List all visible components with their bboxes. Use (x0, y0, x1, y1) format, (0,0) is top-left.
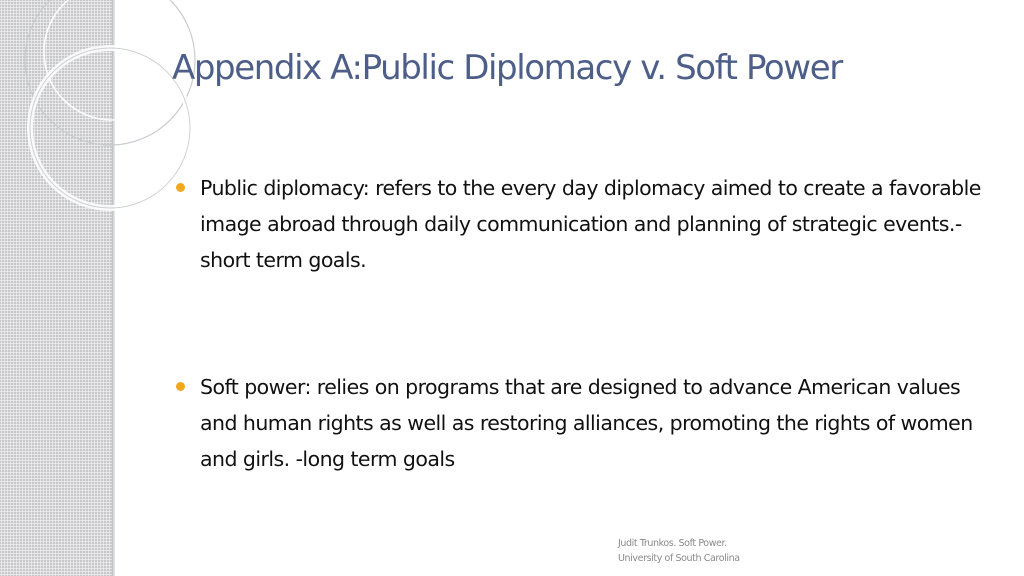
bullet-item-public-diplomacy (174, 170, 994, 278)
bullet-text: Soft power: relies on programs that are designed to advance American values and human rights as well as restoring alliances, promoting the rights of women and girls. -long term goals (200, 375, 973, 471)
footer-line-author: Judit Trunkos. Soft Power. (618, 538, 727, 549)
bullet-dot-icon (176, 183, 185, 192)
bullet-text: Public diplomacy: refers to the every day diplomacy aimed to create a favorable image abroad through daily communication and planning of strategic events.-short term goals. (200, 176, 981, 272)
decorative-rings-icon (0, 0, 200, 220)
bullet-item-soft-power (174, 369, 994, 477)
footer-line-institution: University of South Carolina (618, 553, 740, 564)
footer-citation (618, 536, 740, 566)
slide-title: Appendix A:Public Diplomacy v. Soft Power (172, 48, 842, 88)
bullet-list (174, 170, 994, 477)
bullet-dot-icon (176, 382, 185, 391)
